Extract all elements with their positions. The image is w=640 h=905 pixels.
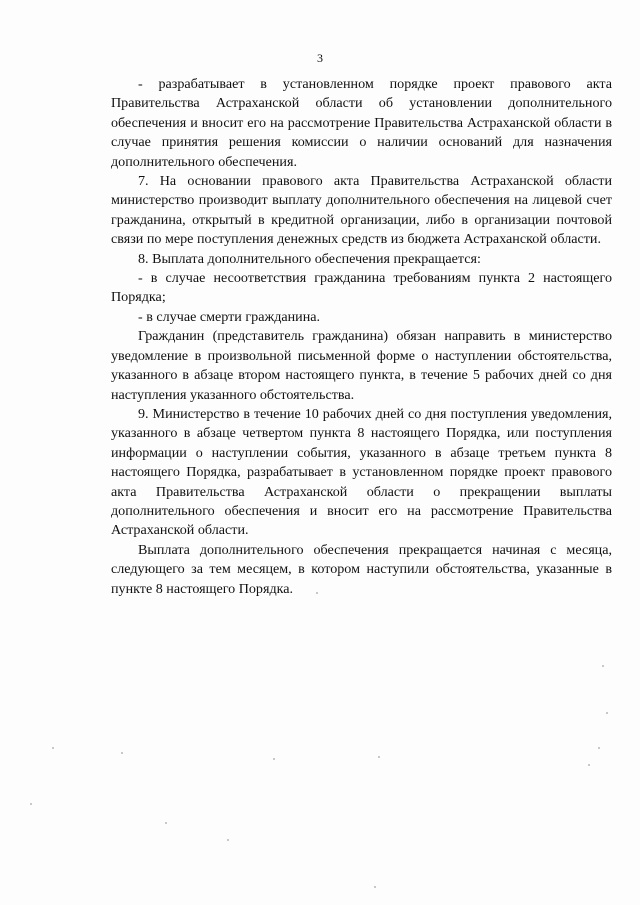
scan-speck [598,747,600,749]
scan-speck [121,752,123,754]
scan-speck [374,886,376,888]
scan-speck [588,764,590,766]
page-number: 3 [317,51,323,65]
paragraph-item-8-mismatch: - в случае несоответствия гражданина требованиям пункта 2 настоящего Порядка; [111,270,612,306]
paragraph-draft-act: - разрабатывает в установленном порядке проект правового акта Правительства Астраханской области об установлении дополнительного обеспечения и вносит его на рассмотрение Правительства Астраханской области в случае принятия решения комиссии о наличии оснований для назначения дополнительного обеспечения. [111,76,612,170]
paragraph-item-7: 7. На основании правового акта Правительства Астраханской области министерство производит выплату дополнительного обеспечения на лицевой счет гражданина, открытый в кредитной организации, либо в организации почтовой связи по мере поступления денежных средств из бюджета Астраханской области. [111,173,612,248]
scan-speck [606,712,608,714]
paragraph-item-9: 9. Министерство в течение 10 рабочих дней со дня поступления уведомления, указанного в абзаце четвертом пункта 8 настоящего Порядка, или поступления информации о наступлении события, указанного в абзаце третьем пункта 8 настоящего Порядка, разрабатывает в установленном порядке проект правового акта Правительства Астраханской области о прекращении выплаты дополнительного обеспечения и вносит его на рассмотрение Правительства Астраханской области. [111,405,612,539]
scan-speck [316,592,318,594]
scan-speck [378,756,380,758]
paragraph-termination-start: Выплата дополнительного обеспечения прекращается начиная с месяца, следующего за тем месяцем, в котором наступили обстоятельства, указанные в пункте 8 настоящего Порядка. [111,541,612,597]
document-body [111,75,612,599]
scan-speck [602,665,604,667]
scan-speck [165,822,167,824]
scan-speck [52,747,54,749]
paragraph-item-8-death: - в случае смерти гражданина. [138,308,321,325]
paragraph-item-8: 8. Выплата дополнительного обеспечения прекращается: [138,250,481,267]
paragraph-notification-duty: Гражданин (представитель гражданина) обязан направить в министерство уведомление в произвольной письменной форме о наступлении обстоятельства, указанного в абзаце втором настоящего пункта, в течение 5 рабочих дней со дня наступления указанного обстоятельства. [111,328,612,403]
scan-speck [30,803,32,805]
scan-speck [227,839,229,841]
scan-speck [273,758,275,760]
